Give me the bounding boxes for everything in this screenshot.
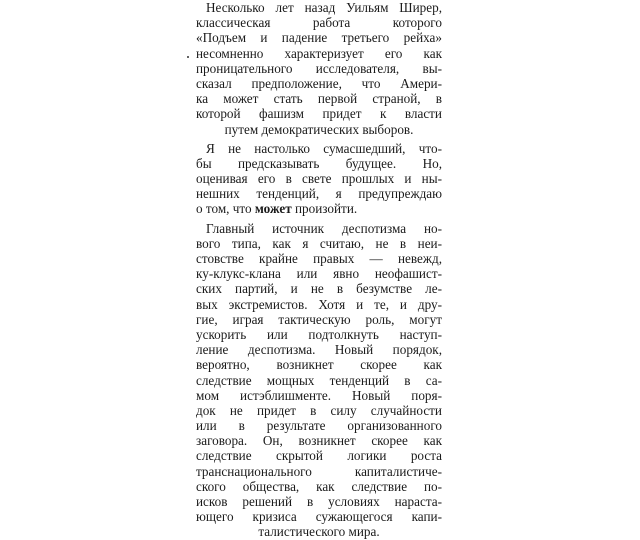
text-line: сказал предположение, что Амери- <box>196 75 442 91</box>
text-line: гие, играя тактическую роль, могут <box>196 311 442 327</box>
paragraph-3 <box>196 221 442 540</box>
emphasized-word: может <box>254 201 292 217</box>
text-line: следствие мощных тенденций в са- <box>196 372 442 388</box>
text-line: Я не настолько сумасшедший, что- <box>206 140 442 156</box>
paragraph-1 <box>196 0 442 137</box>
text-line: нешних тенденций, я предупреждаю <box>196 186 442 202</box>
text-line: заговора. Он, возникнет скорее как <box>196 433 442 449</box>
text-line: ление деспотизма. Новый порядок, <box>196 342 442 358</box>
text-line: проницательного исследователя, вы- <box>196 60 442 76</box>
text-line: бы предсказывать будущее. Но, <box>196 155 442 171</box>
text-line: ющего кризиса сужающегося капи- <box>196 509 442 525</box>
text-line: транснационального капиталистиче- <box>196 463 442 479</box>
text-line: талистического мира. <box>258 524 380 540</box>
text-line: следствие скрытой логики роста <box>196 448 442 464</box>
text-prefix: о том, что <box>196 201 255 217</box>
text-suffix: произойти. <box>291 201 358 217</box>
text-line: классическая работа которого <box>196 15 442 31</box>
text-line: несомненно характеризует его как <box>196 45 442 61</box>
text-line: стовстве крайне правых — невежд, <box>196 251 442 266</box>
text-line: док не придет в силу случайности <box>196 402 442 418</box>
text-line: или в результате организованного <box>196 418 442 434</box>
text-line: мом истэблишменте. Новый поря- <box>196 387 442 403</box>
text-column <box>196 0 442 540</box>
text-line: ских партий, и не в безумстве ле- <box>196 281 442 297</box>
text-line: вого типа, как я считаю, не в неи- <box>196 235 442 251</box>
text-line: исков решений в условиях нараста- <box>196 494 442 509</box>
text-line: которой фашизм придет к власти <box>196 106 442 122</box>
text-line: ка может стать первой страной, в <box>196 91 442 107</box>
text-line: «Подъем и падение третьего рейха» <box>196 30 442 46</box>
text-line: вых экстремистов. Хотя и те, и дру- <box>196 296 442 312</box>
text-line: вероятно, возникнет скорее как <box>196 357 442 373</box>
text-line: Несколько лет назад Уильям Ширер, <box>206 0 442 15</box>
text-line: ускорить или подтолкнуть наступ- <box>196 326 442 342</box>
paragraph-2 <box>196 141 442 217</box>
scan-speck <box>187 56 189 58</box>
text-line-emphasis <box>196 201 442 216</box>
text-line: Главный источник деспотизма но- <box>206 220 442 236</box>
text-line: ского общества, как следствие по- <box>196 478 442 494</box>
text-line: ку-клукс-клана или явно неофашист- <box>196 266 442 282</box>
text-line: путем демократических выборов. <box>224 121 414 137</box>
text-line: оценивая его в свете прошлых и ны- <box>196 171 442 187</box>
